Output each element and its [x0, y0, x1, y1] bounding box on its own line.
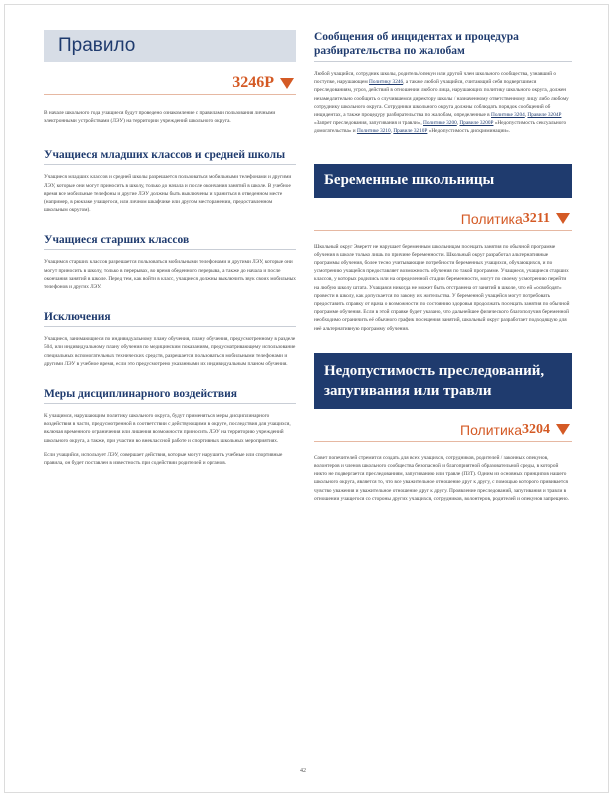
section-senior [44, 234, 296, 291]
section-heading: Меры дисциплинарного воздействия [44, 388, 296, 404]
section-junior [44, 149, 296, 214]
section-heading: Учащиеся старших классов [44, 234, 296, 250]
link-rule-3210r[interactable]: Правиле 3210Р [393, 128, 428, 135]
pregnant-banner [314, 164, 572, 198]
link-policy-3204[interactable]: Политике 3204 [491, 112, 525, 119]
section-text: Учащимся старших классов разрешается пользоваться мобильными телефонами и другими ЛЭУ, которые они могут приносить в школу, только в перерывах, во время обеденного перерыва, а также до начала и после окончания занятий в школе. Перед тем, как войти в класс, учащиеся должны выключить звук своих мобильных телефонов и других ЛЭУ. [44, 259, 296, 291]
section-exceptions [44, 311, 296, 368]
report-text-part-4: «Недопустимость сексуального домогательства» и [314, 120, 567, 135]
policy-word: Политика [460, 421, 522, 438]
section-text: Учащиеся младших классов и средней школы разрешается пользоваться мобильными телефонами и другими ЛЭУ, которые они могут приносить в школу, только до начала и после окончания занятий в школе. В учебное время все мобильные телефоны и другие ЛЭУ должны быть выключены и храниться в отведенном месте (например, в рюкзаке учащегося, или личном шкафчике или другом месторанении, предоставленном школьным округом). [44, 174, 292, 214]
link-policy-3210[interactable]: Политике 3210 [356, 128, 391, 135]
harassment-banner [314, 353, 572, 409]
pregnant-text: Школьный округ Эверетт не нарушает беременным школьницам посещать занятия по обычной программе обучения в школе только лишь по причине беременности. Школьный округ разработал альтернативные программы обучения, более тесно учитывающие потребности беременных учащихся, обучающихся, и по усмотрению учащейся предоставляет возможность обучения по такой программе. Учащиеся, учащиеся старших классов, у которых родились или на определенной стадии беременности, могут по своему усмотрению перейти на любую школу штата. Учащаяся никогда не может быть отстранена от занятий в школе, что ей «освободят» провести в школу, как допускается по закону их жительства. У беременной учащейся могут потребовать предоставить справку от врача о возможности по состоянию здоровья продолжать посещать занятия по обычной программе обучения. Если в этой справке будет указано, что дальнейшее физического благополучия беременной необходимо ограничить её обычного график посещения занятий, школьный округ разработает подходящую для неё альтернативную программу обучения. [314, 243, 570, 332]
report-heading: Сообщения об инцидентах и процедура разбирательства по жалобам [314, 30, 572, 62]
report-text-part-3: «Запрет преследования, запугивания и травли», [314, 120, 422, 127]
report-text-part-2: , а также любой учащийся, считающий себя подвергшимся преследованиям, угроз, действий в отношении любого лица, нарушающих политику школьного округа, должен незамедлительно сообщить о случившемся директору школы / назначенному ответственному лицу либо любому сотруднику школьного округа. Сотрудники школьного округа должны соблюдать порядок сообщений об инцидентах, а также процедуру разбирательства по жалобам, определенные в [314, 79, 569, 119]
rule-title-banner [44, 30, 296, 62]
harassment-text: Совет попечителей стремится создать для всех учащихся, сотрудников, родителей / законных опекунов, волонтеров и членов школьного сообщества безопасной и благоприятной образовательной среды, в которой никто не подвергается преследованиям, запугиванию или травле (ПЗТ). Одним из основных принципов нашего школьного округа, является то, что все уважительное отношение друг к другу, с помощью которого прививается чувство уважения и уважительное отношение друг к другу. Проявление преследований, запугивания и травли в отношении учащегося со стороны других учащихся, сотрудников, волонтеров, родителей и опекунов запрещено. [314, 454, 569, 502]
rule-number-row [44, 72, 296, 95]
section-text: К учащимся, нарушающим политику школьного округа, будут применяться меры дисциплинарного воздействия в части, предусмотренной в соответствии с действующими в округе, последствия для учащихся, включая временного ограничения или лишения возможности приносить ЛЭУ на территорию учреждений школьного округа, а также, при участии во внеклассной работе и спортивных школьных мероприятиях. [44, 413, 291, 444]
link-rule-3204r[interactable]: Правиле 3204Р [527, 112, 562, 119]
policy-number: 3204 [522, 421, 550, 437]
link-policy-3246[interactable]: Политику 3246 [369, 79, 404, 86]
intro-text: В начале школьного года учащиеся будут проведено ознакомление с правилами пользования личными электронными устройствами (ЛЭУ) на территории учреждений школьного округа. [44, 110, 276, 125]
rule-number: 3246Р [232, 74, 274, 91]
triangle-down-icon [280, 78, 294, 89]
report-text-part-1: Любой учащийся, сотрудник школы, родитель/опекун или другой член школьного сообщества, узнавший о поступке, нарушающем [314, 71, 557, 86]
left-column [44, 30, 296, 467]
harassment-policy-row [314, 419, 572, 442]
section-text-2: Если учащийся, использует ЛЭУ, совершает действия, которые могут нарушить учебные или спортивные правила, он будет поставлен в известность при содействии родителей и органов. [44, 451, 283, 467]
policy-word: Политика [460, 210, 523, 227]
right-column [314, 30, 572, 503]
pregnant-policy-row [314, 208, 572, 231]
triangle-down-icon [556, 424, 570, 435]
report-text: Любой учащийся, сотрудник школы, родитель/опекун или другой член школьного сообщества, узнавший о поступке, нарушающем Политику 3246, а также любой учащийся, считающий себя подвергшимся преследованиям, угроз, действий в отношении любого лица, нарушающих политику школьного округа, должен незамедлительно сообщить о случившемся директору школы / назначенному ответственному лицу либо любому сотруднику школьного округа. Сотрудники школьного округа должны соблюдать порядок сообщений об инцидентах, а также процедуру разбирательства по жалобам, определенные в Политике 3204, Правиле 3204Р «Запрет преследования, запугивания и травли», Политике 3200, Правиле 3200Р «Недопустимость сексуального домогательства» и Политике 3210, Правиле 3210Р «Недопустимость дискриминации». [314, 71, 569, 135]
link-policy-3200[interactable]: Политике 3200 [423, 120, 457, 127]
section-heading: Учащиеся младших классов и средней школы [44, 149, 296, 165]
page-number: 42 [300, 768, 306, 774]
section-heading: Исключения [44, 311, 296, 327]
pregnant-title: Беременные школьницы [324, 172, 495, 189]
section-discipline [44, 388, 296, 467]
link-rule-3200r[interactable]: Правиле 3200Р [459, 120, 494, 127]
triangle-down-icon [556, 213, 570, 224]
section-text: Учащиеся, занимающиеся по индивидуальному плану обучения, плану обучения, предусмотренному в разделе 504, или индивидуальному плану обучения по медицинским показаниям, предусматривающему использование специальных вспомогательных технических средств, разрешается пользоваться мобильными телефонами и другими ЛЭУ в учебное время, если это предусмотрено указанными их индивидуальным планом обучения. [44, 336, 296, 367]
harassment-title: Недопустимость преследований, запугивания или травли [324, 362, 545, 399]
rule-title: Правило [58, 35, 136, 56]
policy-number: 3211 [522, 210, 550, 226]
report-text-part-5: «Недопустимость дискриминации». [428, 128, 511, 135]
